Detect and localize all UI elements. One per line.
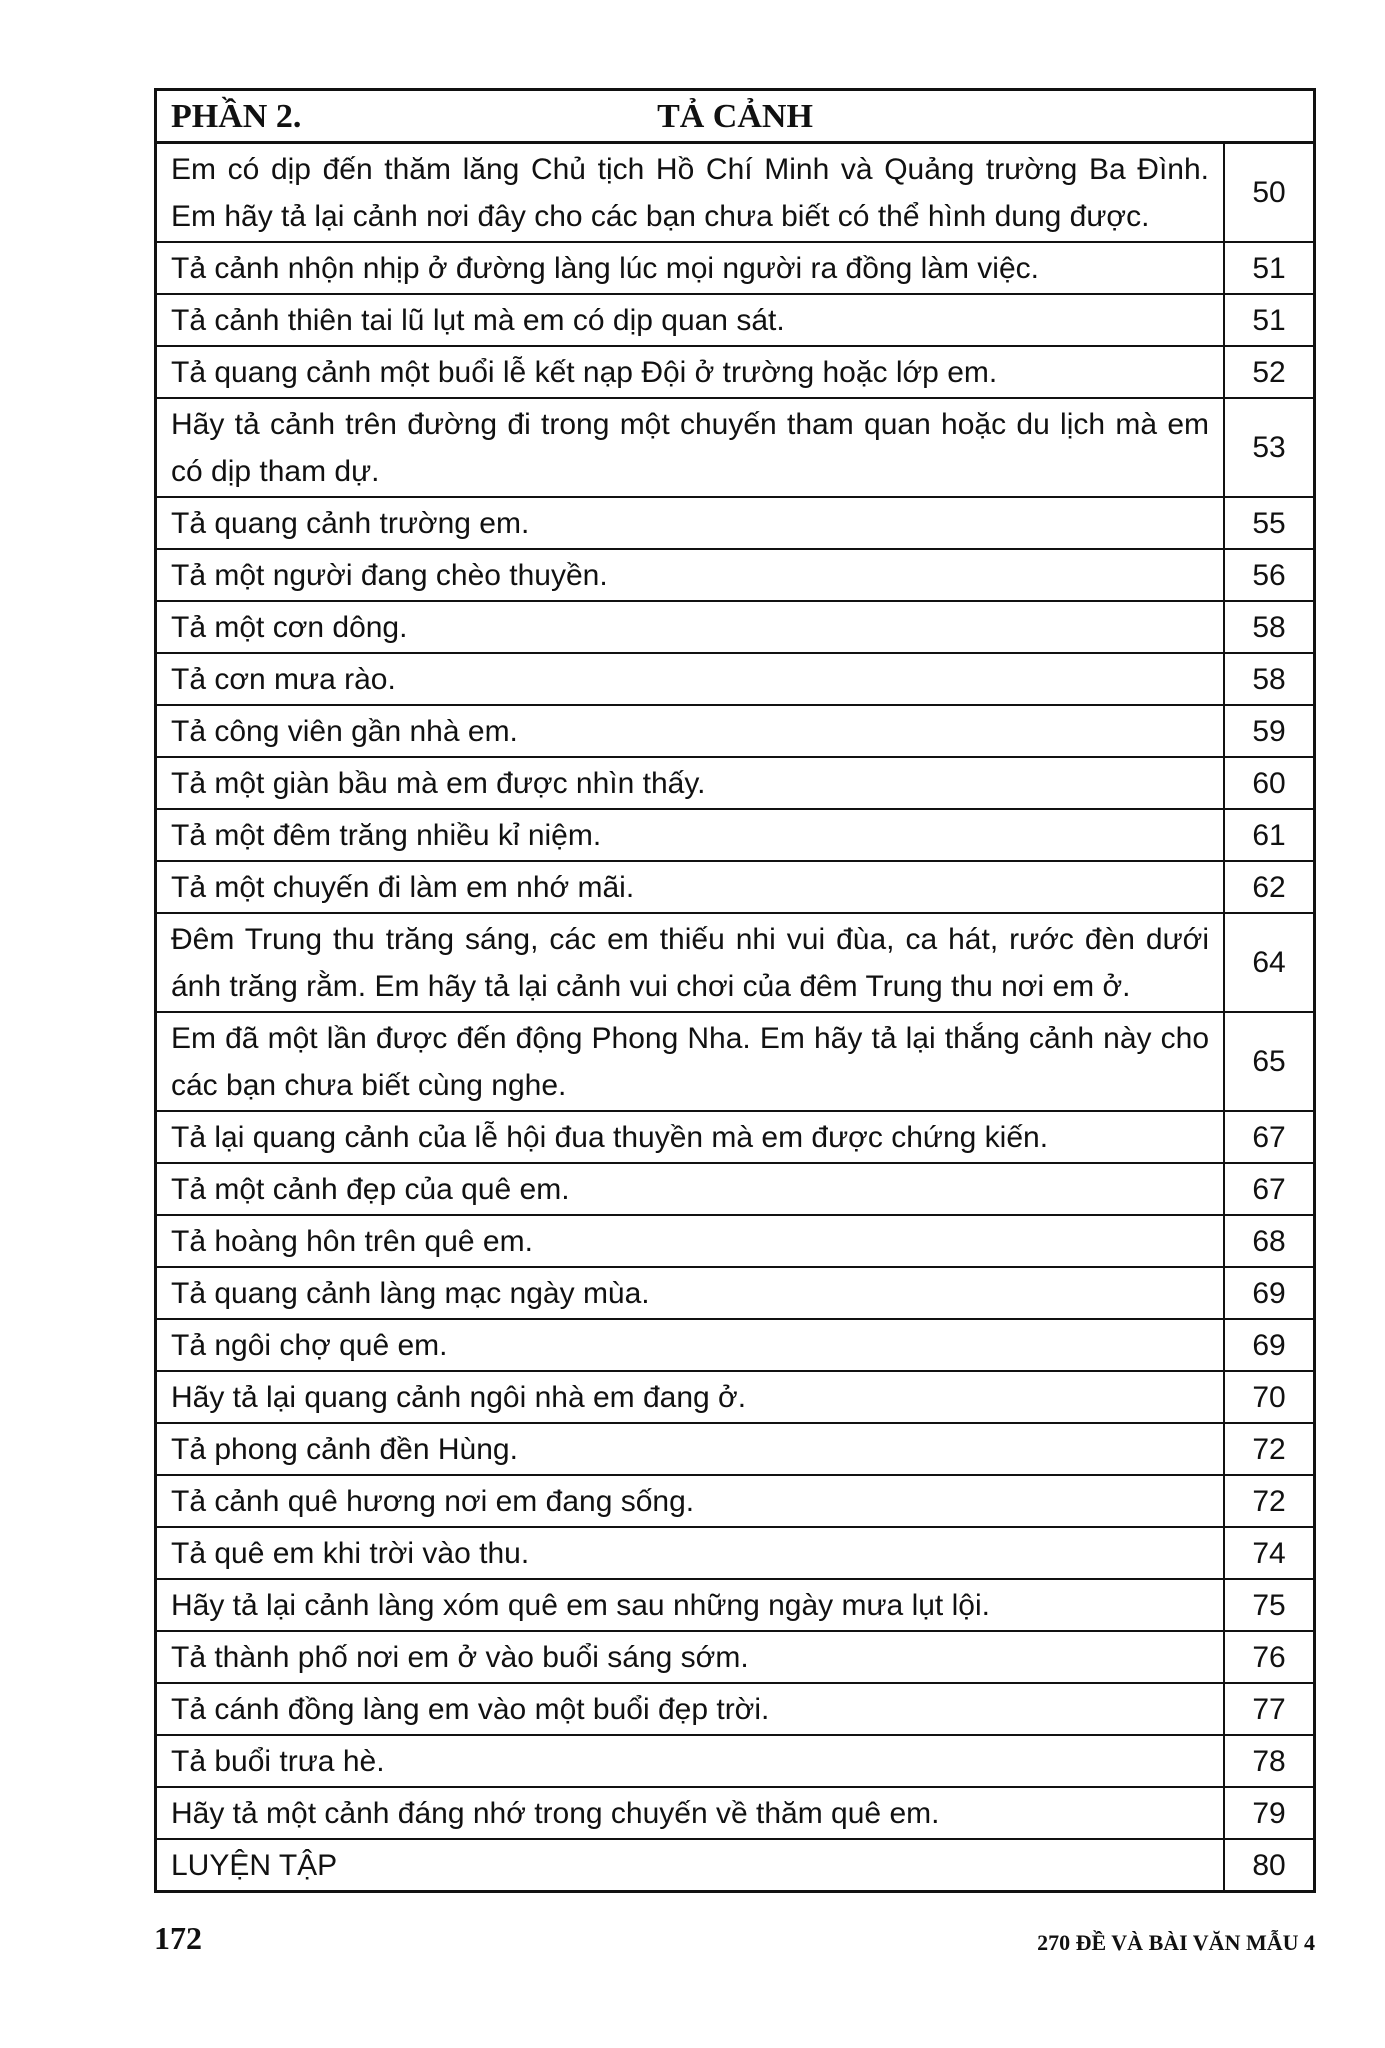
table-row <box>156 1215 1315 1267</box>
entry-page: 56 <box>1224 549 1315 601</box>
entry-title: Tả quang cảnh trường em. <box>156 497 1225 549</box>
entry-title: Tả hoàng hôn trên quê em. <box>156 1215 1225 1267</box>
table-row <box>156 1163 1315 1215</box>
entry-title: Tả cảnh nhộn nhịp ở đường làng lúc mọi người ra đồng làm việc. <box>156 242 1225 294</box>
entry-page: 78 <box>1224 1735 1315 1787</box>
entry-page: 50 <box>1224 143 1315 243</box>
entry-page: 80 <box>1224 1839 1315 1892</box>
table-row <box>156 1012 1315 1111</box>
table-row <box>156 1319 1315 1371</box>
table-row <box>156 497 1315 549</box>
page-number: 172 <box>154 1920 202 1956</box>
table-row <box>156 1267 1315 1319</box>
entry-page: 67 <box>1224 1111 1315 1163</box>
entry-title: Tả lại quang cảnh của lễ hội đua thuyền mà em được chứng kiến. <box>156 1111 1225 1163</box>
entry-page: 75 <box>1224 1579 1315 1631</box>
entry-page: 51 <box>1224 294 1315 346</box>
entry-title: Hãy tả lại cảnh làng xóm quê em sau những ngày mưa lụt lội. <box>156 1579 1225 1631</box>
section-header-row <box>156 90 1315 143</box>
entry-title: Hãy tả lại quang cảnh ngôi nhà em đang ở. <box>156 1371 1225 1423</box>
table-row <box>156 398 1315 497</box>
book-title: 270 ĐỀ VÀ BÀI VĂN MẪU 4 <box>1037 1930 1315 1955</box>
entry-title: Tả công viên gần nhà em. <box>156 705 1225 757</box>
entry-page: 52 <box>1224 346 1315 398</box>
table-row <box>156 1683 1315 1735</box>
table-row <box>156 861 1315 913</box>
table-row <box>156 294 1315 346</box>
entry-title: Tả cảnh quê hương nơi em đang sống. <box>156 1475 1225 1527</box>
entry-page: 74 <box>1224 1527 1315 1579</box>
entry-page: 69 <box>1224 1267 1315 1319</box>
entry-title: Tả thành phố nơi em ở vào buổi sáng sớm. <box>156 1631 1225 1683</box>
table-row <box>156 1527 1315 1579</box>
entry-page: 72 <box>1224 1423 1315 1475</box>
entry-title: Tả một giàn bầu mà em được nhìn thấy. <box>156 757 1225 809</box>
table-row <box>156 1735 1315 1787</box>
table-row <box>156 1371 1315 1423</box>
table-row <box>156 1631 1315 1683</box>
table-of-contents <box>154 88 1316 1893</box>
entry-page: 61 <box>1224 809 1315 861</box>
entry-page: 72 <box>1224 1475 1315 1527</box>
table-row <box>156 757 1315 809</box>
table-row <box>156 1423 1315 1475</box>
entry-page: 67 <box>1224 1163 1315 1215</box>
table-row <box>156 143 1315 243</box>
entry-page: 59 <box>1224 705 1315 757</box>
entry-title: Tả một người đang chèo thuyền. <box>156 549 1225 601</box>
entry-page: 58 <box>1224 653 1315 705</box>
entry-title: Tả cánh đồng làng em vào một buổi đẹp trời. <box>156 1683 1225 1735</box>
entry-page: 51 <box>1224 242 1315 294</box>
entry-title: Đêm Trung thu trăng sáng, các em thiếu nhi vui đùa, ca hát, rước đèn dưới ánh trăng rằm. Em hãy tả lại cảnh vui chơi của đêm Trung thu nơi em ở. <box>156 913 1225 1012</box>
entry-page: 62 <box>1224 861 1315 913</box>
table-row <box>156 346 1315 398</box>
entry-title: Tả cơn mưa rào. <box>156 653 1225 705</box>
table-row <box>156 549 1315 601</box>
entry-page: 79 <box>1224 1787 1315 1839</box>
entry-title: Tả quang cảnh một buổi lễ kết nạp Đội ở trường hoặc lớp em. <box>156 346 1225 398</box>
entry-title: Hãy tả cảnh trên đường đi trong một chuyến tham quan hoặc du lịch mà em có dịp tham dự. <box>156 398 1225 497</box>
entry-page: 60 <box>1224 757 1315 809</box>
entry-title: Tả cảnh thiên tai lũ lụt mà em có dịp quan sát. <box>156 294 1225 346</box>
section-part-label: PHẦN 2. <box>171 98 302 135</box>
entry-title: Tả phong cảnh đền Hùng. <box>156 1423 1225 1475</box>
table-row <box>156 809 1315 861</box>
entry-page: 53 <box>1224 398 1315 497</box>
section-title: TẢ CẢNH <box>657 98 813 135</box>
entry-page: 76 <box>1224 1631 1315 1683</box>
entry-page: 69 <box>1224 1319 1315 1371</box>
table-row <box>156 1839 1315 1892</box>
table-row <box>156 1787 1315 1839</box>
entry-title: LUYỆN TẬP <box>156 1839 1225 1892</box>
entry-title: Tả một cảnh đẹp của quê em. <box>156 1163 1225 1215</box>
entry-title: Tả buổi trưa hè. <box>156 1735 1225 1787</box>
entry-page: 55 <box>1224 497 1315 549</box>
entry-page: 77 <box>1224 1683 1315 1735</box>
entry-title: Tả một cơn dông. <box>156 601 1225 653</box>
table-row <box>156 1111 1315 1163</box>
table-row <box>156 242 1315 294</box>
entry-title: Tả một chuyến đi làm em nhớ mãi. <box>156 861 1225 913</box>
table-row <box>156 913 1315 1012</box>
entry-title: Tả quê em khi trời vào thu. <box>156 1527 1225 1579</box>
table-row <box>156 601 1315 653</box>
entry-page: 68 <box>1224 1215 1315 1267</box>
table-row <box>156 653 1315 705</box>
table-row <box>156 1475 1315 1527</box>
entry-title: Tả một đêm trăng nhiều kỉ niệm. <box>156 809 1225 861</box>
entry-page: 70 <box>1224 1371 1315 1423</box>
table-row <box>156 1579 1315 1631</box>
entry-title: Hãy tả một cảnh đáng nhớ trong chuyến về thăm quê em. <box>156 1787 1225 1839</box>
entry-page: 65 <box>1224 1012 1315 1111</box>
table-row <box>156 705 1315 757</box>
entry-title: Tả quang cảnh làng mạc ngày mùa. <box>156 1267 1225 1319</box>
entry-title: Em đã một lần được đến động Phong Nha. Em hãy tả lại thắng cảnh này cho các bạn chưa biết cùng nghe. <box>156 1012 1225 1111</box>
entry-page: 64 <box>1224 913 1315 1012</box>
entry-title: Em có dịp đến thăm lăng Chủ tịch Hồ Chí Minh và Quảng trường Ba Đình. Em hãy tả lại cảnh nơi đây cho các bạn chưa biết có thể hình dung được. <box>156 143 1225 243</box>
entry-page: 58 <box>1224 601 1315 653</box>
entry-title: Tả ngôi chợ quê em. <box>156 1319 1225 1371</box>
